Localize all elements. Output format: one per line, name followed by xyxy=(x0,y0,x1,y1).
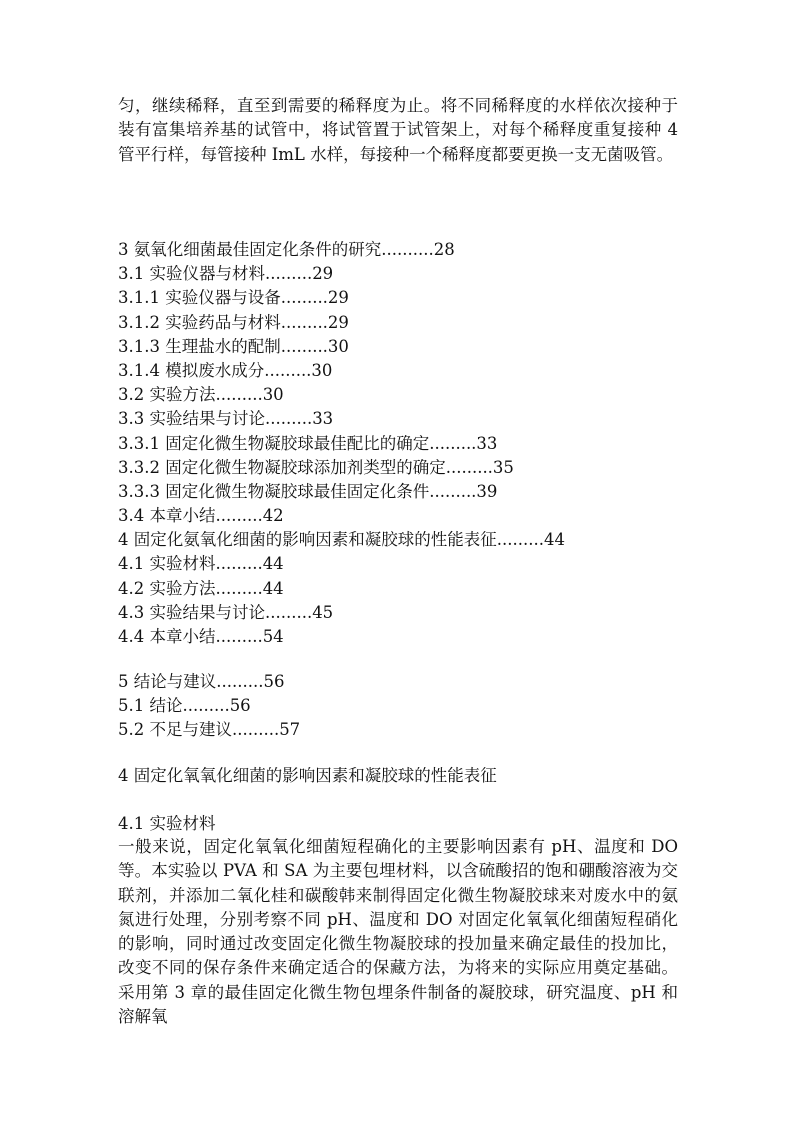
toc-entry: 4 固定化氨氧化细菌的影响因素和凝胶球的性能表征.........44 xyxy=(118,530,565,550)
chapter-heading: 4 固定化氧氧化细菌的影响因素和凝胶球的性能表征 xyxy=(118,766,497,785)
toc-entry: 4.3 实验结果与讨论.........45 xyxy=(118,602,334,622)
toc-entry: 3.3.2 固定化微生物凝胶球添加剂类型的确定.........35 xyxy=(118,457,514,477)
toc-conclusion xyxy=(118,670,678,743)
toc-entry: 5.2 不足与建议.........57 xyxy=(118,720,301,740)
toc-entry: 3.1.4 模拟废水成分.........30 xyxy=(118,360,333,380)
toc-entry: 3.3.1 固定化微生物凝胶球最佳配比的确定.........33 xyxy=(118,433,498,453)
toc-entry: 3.2 实验方法.........30 xyxy=(118,385,284,405)
toc-entry: 4.1 实验材料.........44 xyxy=(118,554,284,574)
toc-entry: 4.4 本章小结.........54 xyxy=(118,627,284,646)
toc-entry: 3.1.2 实验药品与材料.........29 xyxy=(118,312,349,332)
intro-paragraph: 匀，继续稀释，直至到需要的稀释度为止。将不同稀释度的水样依次接种于装有富集培养基的试管中，将试管置于试管架上，对每个稀释度重复接种 4 管平行样，每管接种 ImL 水样，每接种一个稀释度都要更换一支无菌吸管。 xyxy=(118,96,678,164)
toc-entry: 3.1.3 生理盐水的配制.........30 xyxy=(118,336,349,356)
toc-entry: 3.3.3 固定化微生物凝胶球最佳固定化条件.........39 xyxy=(118,481,498,501)
toc-entry: 3.3 实验结果与讨论.........33 xyxy=(118,409,334,429)
toc-entry: 3 氨氧化细菌最佳固定化条件的研究..........28 xyxy=(118,240,455,259)
table-of-contents xyxy=(118,238,678,649)
toc-entry: 5.1 结论.........56 xyxy=(118,696,251,716)
section-heading: 4.1 实验材料 xyxy=(118,814,216,833)
body-paragraph: 一般来说，固定化氧氧化细菌短程确化的主要影响因素有 pH、温度和 DO 等。本实验以 PVA 和 SA 为主要包埋材料，以含硫酸招的饱和硼酸溶液为交联剂，并添加二氧化桂和碳酸韩来制得固定化微生物凝胶球来对废水中的氨氮进行处理，分别考察不同 pH、温度和 DO 对固定化氧氧化细菌短程硝化的影响，同时通过改变固定化微生物凝胶球的投加量来确定最佳的投加比，改变不同的保存条件来确定适合的保藏方法，为将来的实际应用奠定基础。采用第 3 章的最佳固定化微生物包埋条件制备的凝胶球，研究温度、pH 和溶解氧 xyxy=(118,837,678,1027)
toc-entry: 3.1.1 实验仪器与设备.........29 xyxy=(118,288,349,308)
toc-entry: 3.4 本章小结.........42 xyxy=(118,506,284,526)
toc-entry: 5 结论与建议.........56 xyxy=(118,672,285,691)
toc-entry: 3.1 实验仪器与材料.........29 xyxy=(118,264,334,284)
toc-entry: 4.2 实验方法.........44 xyxy=(118,578,284,598)
